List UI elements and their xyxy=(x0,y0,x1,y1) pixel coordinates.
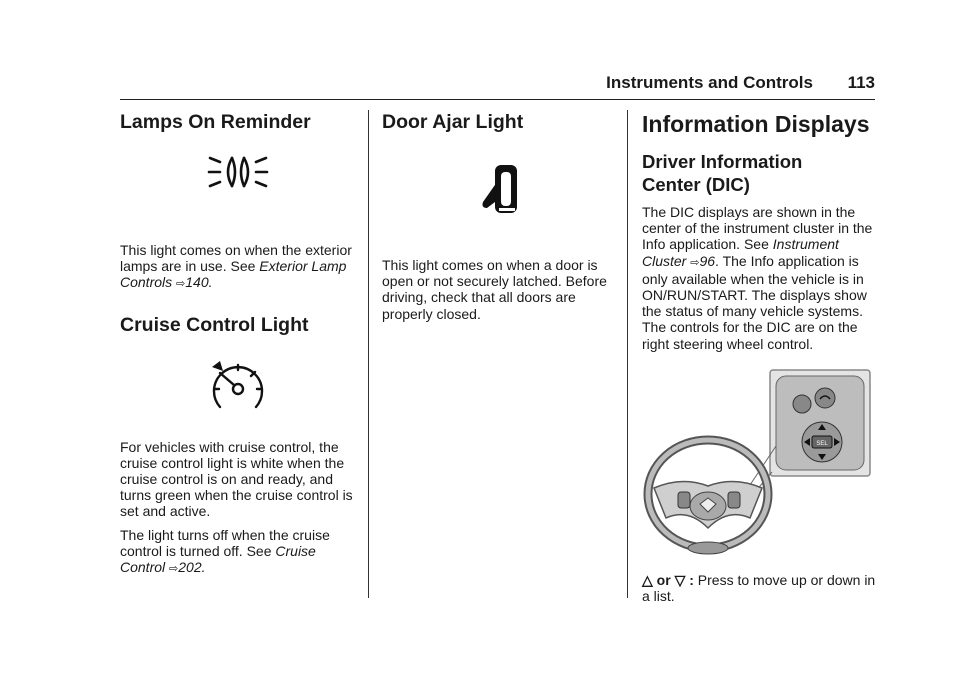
page-ref-arrow-icon: ⇨ xyxy=(690,256,700,269)
column-divider xyxy=(368,110,369,598)
down-triangle-icon: ▽ xyxy=(674,571,686,588)
lamps-description: This light comes on when the exterior lamps are in use. See xyxy=(120,242,352,275)
section-title: Information Displays xyxy=(642,111,870,137)
cruise-text-2 xyxy=(120,527,356,578)
cruise-ref-end: . xyxy=(201,559,206,576)
lamps-icon-wrap xyxy=(120,150,356,234)
door-ajar-icon xyxy=(475,162,525,218)
column-divider xyxy=(627,110,628,598)
cruise-text-1: For vehicles with cruise control, the cruise control light is white when the cruise control is on and ready, and turns green when the cruise control is set and active. xyxy=(120,438,353,520)
page-header xyxy=(120,71,875,100)
colon: : xyxy=(689,571,694,588)
dic-text-b: . The Info application is only available when the vehicle is in ON/RUN/START. The displays show the status of many vehicle systems. The controls for the DIC are on the right steering wheel control. xyxy=(642,252,867,352)
cruise-description: The light turns off when the cruise control is turned off. See xyxy=(120,526,330,559)
page-number: 113 xyxy=(847,73,875,92)
lamps-text xyxy=(120,242,356,293)
door-text: This light comes on when a door is open or not securely latched. Before driving, check that all doors are properly closed. xyxy=(382,257,607,322)
steering-wheel-figure xyxy=(642,368,878,568)
cruise-heading: Cruise Control Light xyxy=(120,313,309,336)
lamps-ref-end: . xyxy=(208,274,213,291)
page-ref-arrow-icon: ⇨ xyxy=(176,278,186,291)
page-ref-arrow-icon: ⇨ xyxy=(169,563,179,576)
cruise-ref-page: 202 xyxy=(178,559,202,576)
steering-wheel-illustration xyxy=(642,368,878,568)
section-running-title: Instruments and Controls xyxy=(606,73,813,92)
up-triangle-icon: △ xyxy=(642,571,653,588)
exterior-lamps-icon xyxy=(206,150,270,194)
dic-heading: Driver Information Center (DIC) xyxy=(642,151,803,195)
cruise-icon-wrap xyxy=(120,359,356,439)
column-left xyxy=(120,110,356,577)
door-heading: Door Ajar Light xyxy=(382,111,524,133)
dic-button-text: Press to move up or down in a list. xyxy=(642,571,876,605)
cruise-control-icon xyxy=(206,359,270,415)
column-right xyxy=(642,110,878,604)
dic-text xyxy=(642,204,878,352)
lamps-ref-page: 140 xyxy=(185,274,209,291)
dic-ref-title: Instrument Cluster xyxy=(642,236,839,269)
dic-ref-page: 96 xyxy=(699,252,716,269)
dic-button-desc xyxy=(642,572,878,604)
cruise-ref-title: Cruise Control xyxy=(120,542,316,576)
or-word: or xyxy=(656,571,671,588)
dic-text-a: The DIC displays are shown in the center of the instrument cluster in the Info application. See xyxy=(642,204,873,253)
lamps-ref-title: Exterior Lamp Controls xyxy=(120,258,347,291)
door-icon-wrap xyxy=(382,162,618,242)
lamps-heading: Lamps On Reminder xyxy=(120,111,311,133)
column-middle xyxy=(382,110,618,322)
sel-button-label: SEL xyxy=(816,440,828,447)
